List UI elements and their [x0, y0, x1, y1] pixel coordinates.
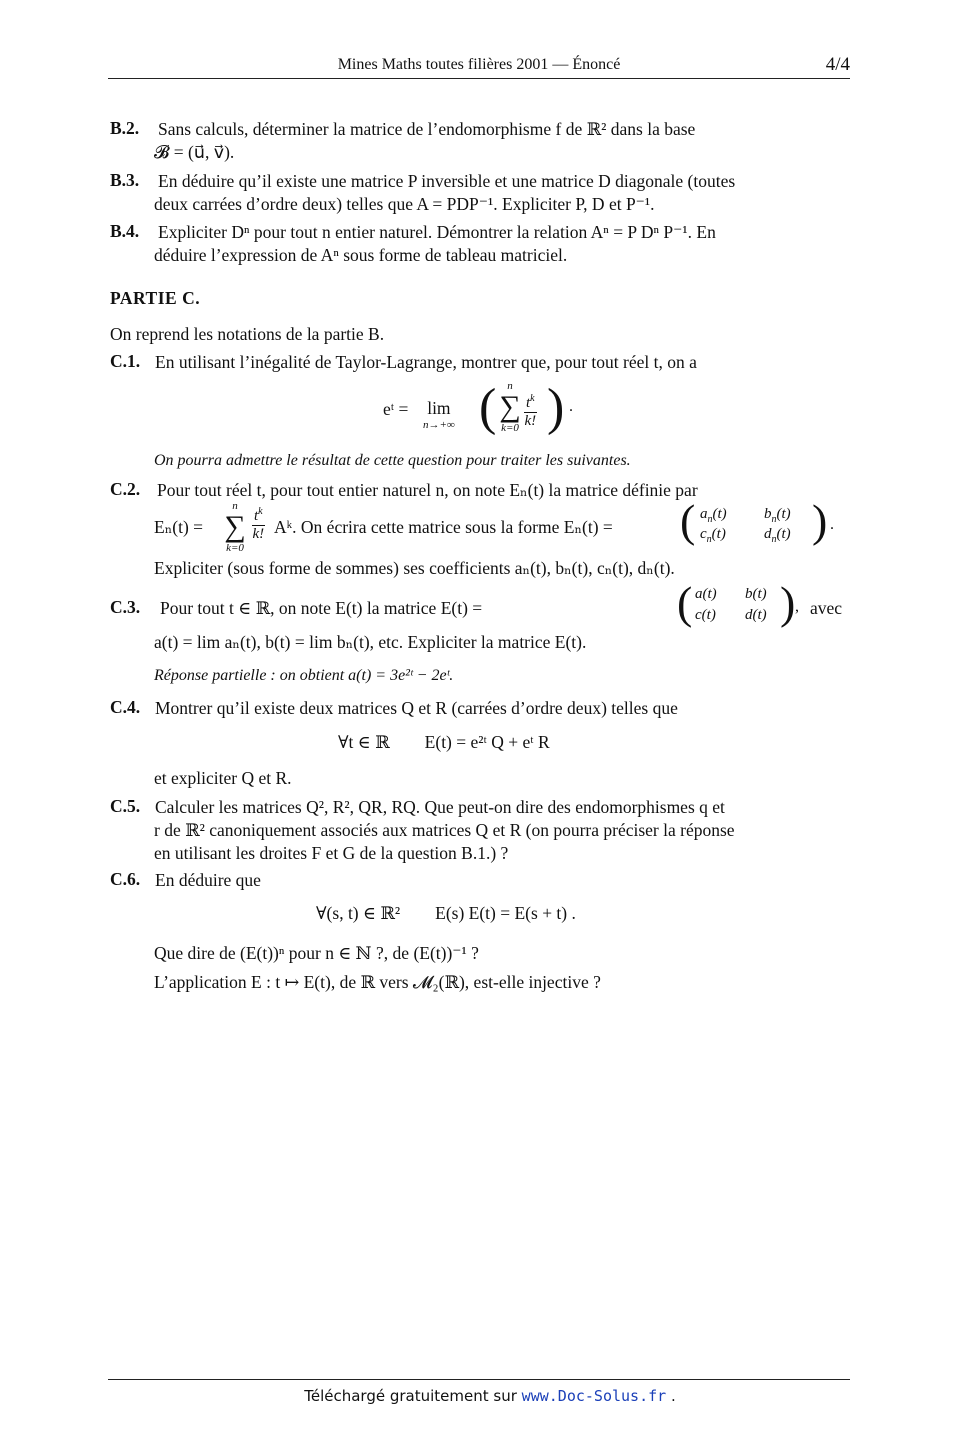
- question-b3-line2: deux carrées d’ordre deux) telles que A = PDP⁻¹. Expliciter P, D et P⁻¹.: [154, 194, 655, 214]
- question-c2-number: C.2.: [110, 479, 141, 499]
- question-c3-line1b: avec: [810, 598, 843, 618]
- footer-rule: [108, 1379, 850, 1380]
- section-heading-partie-c: PARTIE C.: [110, 288, 201, 308]
- sum-symbol-c2: n ∑ k=0: [224, 500, 246, 554]
- limit-operator: [423, 398, 455, 432]
- question-c1-note: On pourra admettre le résultat de cette question pour traiter les suivantes.: [154, 452, 631, 469]
- page-header: [108, 54, 850, 78]
- limit-subscript: n→+∞: [423, 419, 455, 431]
- question-c2-line3: Expliciter (sous forme de sommes) ses coefficients aₙ(t), bₙ(t), cₙ(t), dₙ(t).: [154, 558, 675, 578]
- question-b2-line1: Sans calculs, déterminer la matrice de l’endomorphisme f de ℝ² dans la base: [158, 119, 696, 139]
- question-c2-line2b: Aᵏ. On écrira cette matrice sous la forme Eₙ(t) =: [274, 517, 613, 537]
- question-c6-number: C.6.: [110, 869, 141, 889]
- paren-right: ): [547, 379, 565, 436]
- page-number: 4/4: [825, 54, 850, 75]
- question-b3-line1: En déduire qu’il existe une matrice P inversible et une matrice D diagonale (toutes: [158, 171, 736, 191]
- question-b4-number: B.4.: [110, 221, 140, 241]
- question-c5-line3: en utilisant les droites F et G de la question B.1.) ?: [154, 843, 509, 863]
- question-c5-number: C.5.: [110, 796, 141, 816]
- question-c6-line2: Que dire de (E(t))ⁿ pour n ∈ ℕ ?, de (E(t))⁻¹ ?: [154, 943, 479, 963]
- question-b2-line2: 𝓑 = (u⃗, v⃗).: [154, 142, 235, 162]
- question-c2-line2a: Eₙ(t) =: [154, 517, 204, 537]
- sum-symbol: n ∑ k=0: [499, 380, 521, 434]
- question-c6-formula: ∀(s, t) ∈ ℝ² E(s) E(t) = E(s + t) .: [316, 903, 576, 923]
- fraction-tk-kfact: $\frac{t^k}{k!}$: [524, 390, 537, 430]
- question-c6-line1: En déduire que: [155, 870, 261, 890]
- fraction-tk-kfact-c2: $\frac{t^k}{k!}$: [252, 503, 265, 543]
- question-c4-line2: et expliciter Q et R.: [154, 768, 292, 788]
- formula-lhs: eᵗ =: [383, 399, 409, 419]
- question-c4-formula: ∀t ∈ ℝ E(t) = e²ᵗ Q + eᵗ R: [338, 732, 550, 752]
- document-page: Mines Maths toutes filières 2001 — Énoncé 4/4 B.2. Sans calculs, déterminer la matrice de l’endomorphisme f de ℝ² dans la base 𝓑 = (u⃗, v⃗). B.3. En déduire qu’il existe une matrice P inversible et une matrice D diagonale (toutes deux carrées d’ordre deux) telles que A = PDP⁻¹. Expliciter P, D et P⁻¹. B.4. Expliciter Dⁿ pour tout n entier naturel. Démontrer la relation Aⁿ = P Dⁿ P⁻¹. En déduire l’expression de Aⁿ sous forme de tableau matriciel. PARTIE C. On reprend les notations de la partie B. C.1. En utilisant l’inégalité de Taylor-Lagrange, montrer que, pour tout réel t, on a eᵗ = lim n→+∞ ( n ∑ k=0 $\frac{t^k}{k!}$ ) . On pourra admettre le résultat de cette question pour traiter les suivantes. C.2. Pour tout réel t, pour tout entier naturel n, on note Eₙ(t) la matrice définie par Eₙ(t) = n ∑ k=0 $\frac{t^k}{k!}$ Aᵏ. On écrira cette matrice sous la forme Eₙ(t) = ( $a_n(t)$ $b_n(t)$ $c_n(t)$ $d_n(t)$ ) . Expliciter (sous forme de sommes) ses coefficients aₙ(t), bₙ(t), cₙ(t), dₙ(t). C.3. Pour tout t ∈ ℝ, on note E(t) la matrice E(t) = ( a(t) b(t) c(t) d(t) ) , avec a(t) = lim aₙ(t), b(t) = lim bₙ(t), etc. Expliciter la matrice E(t). Réponse partielle : on obtient a(t) = 3e²ᵗ − 2eᵗ. C.4. Montrer qu’il existe deux matrices Q et R (carrées d’ordre deux) telles que ∀t ∈ ℝ E(t) = e²ᵗ Q + eᵗ R et expliciter Q et R. C.5. Calculer les matrices Q², R², QR, RQ. Que peut-on dire des endomorphismes q et r de ℝ² canoniquement associés aux matrices Q et R (on pourra préciser la réponse en utilisant les droites F et G de la question B.1.) ? C.6. En déduire que ∀(s, t) ∈ ℝ² E(s) E(t) = E(s + t) . Que dire de (E(t))ⁿ pour n ∈ ℕ ?, de (E(t))⁻¹ ? L’application E : t ↦ E(t), de ℝ vers 𝓜₂(ℝ), est-elle injective ? Téléchargé gratuitement sur www.Doc-Solus.fr .: [0, 0, 980, 1441]
- matrix-e: ( a(t) b(t) c(t) d(t) ) ,: [677, 577, 799, 628]
- question-c5-line2: r de ℝ² canoniquement associés aux matrices Q et R (on pourra préciser la réponse: [154, 820, 735, 840]
- question-c4-number: C.4.: [110, 697, 141, 717]
- question-c3-line1a: Pour tout t ∈ ℝ, on note E(t) la matrice E(t) =: [160, 598, 483, 618]
- question-c5-line1: Calculer les matrices Q², R², QR, RQ. Que peut-on dire des endomorphismes q et: [155, 797, 725, 817]
- footer-text: Téléchargé gratuitement sur: [304, 1387, 517, 1405]
- question-c1-text: En utilisant l’inégalité de Taylor-Lagrange, montrer que, pour tout réel t, on a: [155, 352, 697, 372]
- limit-label: lim: [427, 398, 451, 418]
- question-b2-number: B.2.: [110, 118, 140, 138]
- header-title: Mines Maths toutes filières 2001 — Énoncé: [337, 56, 621, 73]
- question-c3-note: Réponse partielle : on obtient a(t) = 3e²ᵗ − 2eᵗ.: [154, 667, 454, 684]
- question-c3-line2: a(t) = lim aₙ(t), b(t) = lim bₙ(t), etc. Expliciter la matrice E(t).: [154, 632, 587, 652]
- question-c1-number: C.1.: [110, 351, 141, 371]
- question-c6-line3: L’application E : t ↦ E(t), de ℝ vers 𝓜₂(ℝ), est-elle injective ?: [154, 972, 601, 992]
- matrix-en: ( $a_n(t)$ $b_n(t)$ $c_n(t)$ $d_n(t)$ ) .: [680, 495, 834, 546]
- footer-end: .: [670, 1387, 676, 1405]
- question-b4-line1: Expliciter Dⁿ pour tout n entier naturel. Démontrer la relation Aⁿ = P Dⁿ P⁻¹. En: [158, 222, 716, 242]
- partie-c-intro: On reprend les notations de la partie B.: [110, 324, 385, 344]
- question-c3-number: C.3.: [110, 597, 141, 617]
- question-b3-number: B.3.: [110, 170, 140, 190]
- question-c2-line1: Pour tout réel t, pour tout entier naturel n, on note Eₙ(t) la matrice définie par: [157, 480, 698, 500]
- paren-left: (: [479, 379, 497, 436]
- question-b4-line2: déduire l’expression de Aⁿ sous forme de tableau matriciel.: [154, 245, 568, 265]
- question-c4-line1: Montrer qu’il existe deux matrices Q et R (carrées d’ordre deux) telles que: [155, 698, 678, 718]
- footer-link[interactable]: www.Doc-Solus.fr: [521, 1387, 667, 1405]
- page-footer: [0, 1387, 980, 1405]
- header-rule: [108, 78, 850, 79]
